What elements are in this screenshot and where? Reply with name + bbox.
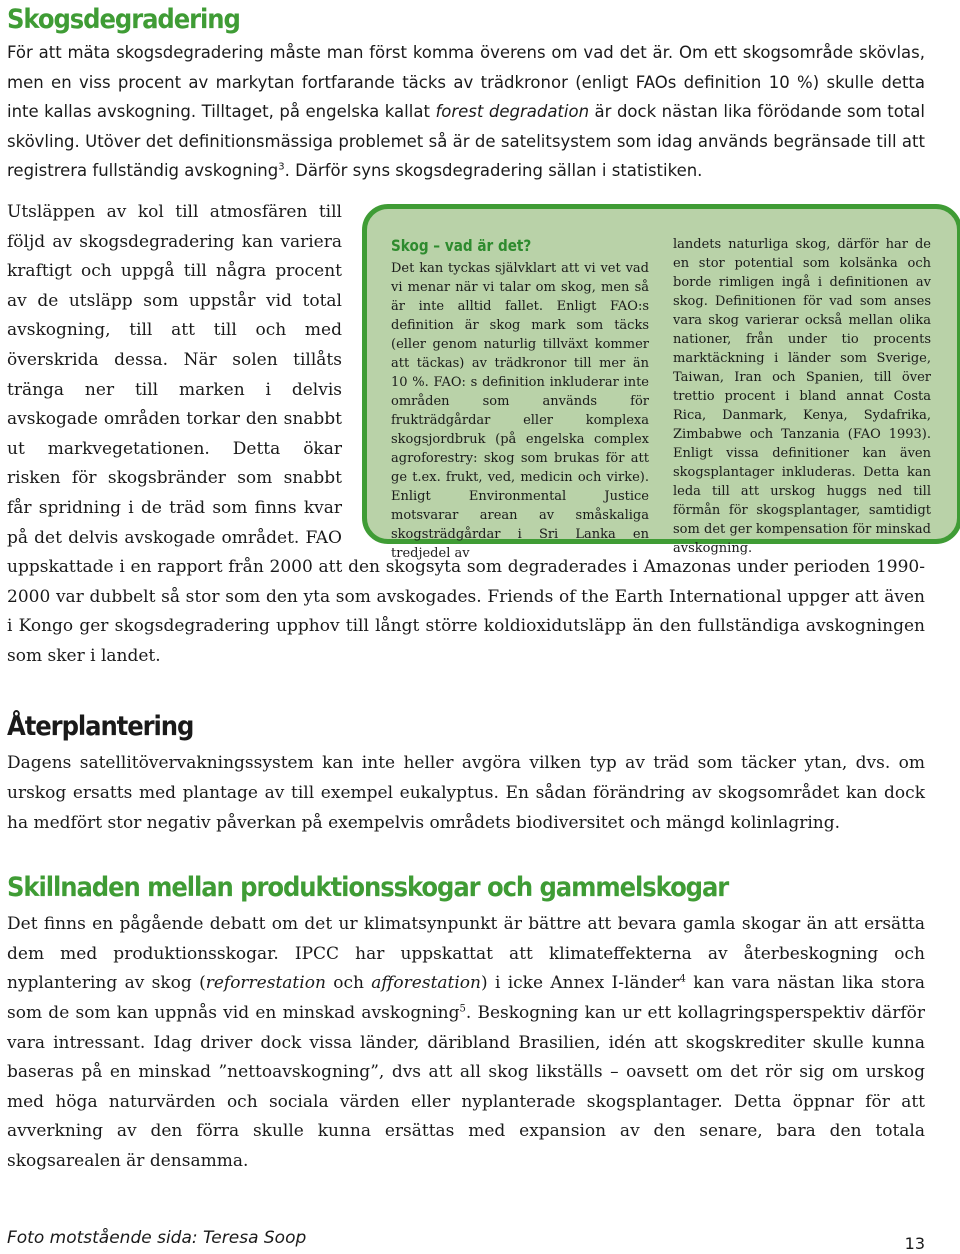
sidebar-column-right <box>673 235 931 556</box>
text-run: För att mäta skogsdegradering måste man först komma överens om vad det är. Om ett skogsområde skövlas, men en viss procent av markytan fortfarande täcks av trädkronor (enligt FAOs definition 10 %) skulle detta inte kallas avskogning. Tilltaget, på engelska kallat <box>7 43 925 122</box>
sidebar-text-left: Det kan tyckas självklart att vi vet vad vi menar när vi talar om skog, men så är inte alltid fallet. Enligt FAO:s definition är skog mark som täcks (eller genom naturlig tillväxt kommer att täckas) av trädkronor till mer än 10 %. FAO: s definition inkluderar inte områden som används för frukträdgårdar eller komplexa skogsjordbruk (på engelska complex agroforestry: skog som brukas för att ge t.ex. frukt, ved, medicin och virke). Enligt Environmental Justice motsvarar arean av småskaliga skogsträdgårdar i Sri Lanka en tredjedel av <box>391 260 649 561</box>
text-run: Det finns en pågående debatt om det ur klimatsynpunkt är bättre att bevara gamla skogar än att ersätta dem med produktionsskogar. IPCC har uppskattat att klimateffekterna av återbeskogning och nyplantering av skog ( <box>7 914 925 994</box>
paragraph-aterplantering: Dagens satellitövervakningssystem kan inte heller avgöra vilken typ av träd som täcker ytan, dvs. om urskog ersatts med plantage av till exempel eukalyptus. En sådan förändring av skogsområdet kan dock ha medfört stor negativ påverkan på exempelvis områdets biodiversitet och mängd kolinlagring. <box>7 753 925 833</box>
text-run: . Därför syns skogsdegradering sällan i statistiken. <box>284 161 703 181</box>
sidebar-column-left <box>391 235 649 561</box>
page-content <box>7 0 931 1177</box>
text-run: . Beskogning kan ur ett kollagringsperspektiv därför vara intressant. Idag driver dock vissa länder, däribland Brasilien, idén att skogskrediter skulle kunna baseras på en minskad ”nettoavskogning”, dvs att all skog likställs – oavsett om det rör sig om urskog med höga naturvärden och sociala värden eller nyplanterade skogsplantager. Detta öppnar för att avverkning av den förra skulle kunna ersättas med expansion av den senare, bara den totala skogsarealen är densamma. <box>7 1003 925 1171</box>
sidebar-text-right: landets naturliga skog, därför har de en stor potential som kolsänka och borde rimligen ingå i definitionen av skog. Definitionen för vad som anses vara skog varierar också mellan olika nationer, från under tio procents marktäckning i länder som Sverige, Taiwan, Iran och Spanien, till över trettio procent i bland annat Costa Rica, Danmark, Kenya, Sydafrika, Zimbabwe och Tanzania (FAO 1993). Enligt vissa definitioner kan även skogsplantager inkluderas. Detta kan leda till att urskog huggs ned till förmån för skogsplantager, samtidigt som det ger kompensation för minskad avskogning. <box>673 236 931 556</box>
sidebar-skog-box <box>362 204 960 561</box>
footnote-ref: 5 <box>459 1003 466 1015</box>
italic-term: reforrestation <box>205 973 326 994</box>
heading-aterplantering: Återplantering <box>7 711 194 743</box>
paragraph-utslappen-text: Utsläppen av kol till atmosfären till följd av skogsdegradering kan variera kraftigt och uppgå till några procent av de utsläpp som uppstår vid total avskogning, till att till och med överskrida dessa. När solen tillåts tränga ner till marken i delvis avskogade områden torkar den snabbt ut markvegetationen. Detta ökar risken för skogsbränder som snabbt får spridning i de träd som finns kvar på det delvis avskogade området. FAO uppskattade i en rapport från 2000 att den skogsyta som degraderades i Amazonas under perioden 1990-2000 var dubbelt så stor som den yta som avskogades. Friends of the Earth International uppger att även i Kongo ger skogsdegradering upphov till långt större koldioxidutsläpp än den fullständiga avskogningen som sker i landet. <box>7 201 925 666</box>
text-run: och <box>325 973 372 994</box>
footnote-ref: 3 <box>278 161 285 173</box>
italic-term: afforestation <box>371 973 481 994</box>
heading-skogsdegradering: Skogsdegradering <box>7 4 240 35</box>
paragraph-skillnaden <box>7 910 925 1176</box>
photo-credit: Foto motstående sida: Teresa Soop <box>7 1228 307 1248</box>
sidebar-title: Skog – vad är det? <box>391 235 532 255</box>
heading-skillnaden: Skillnaden mellan produktionsskogar och gammelskogar <box>7 872 729 904</box>
text-run: ) i icke Annex I-länder <box>481 973 680 994</box>
footnote-ref: 4 <box>679 973 686 985</box>
page-number: 13 <box>904 1234 925 1253</box>
italic-term: forest degradation <box>435 102 590 122</box>
text-run: kan vara nästan lika stora som de som kan uppnås vid en minskad avskogning <box>7 973 925 1024</box>
paragraph-skogsdegradering-intro <box>7 38 925 186</box>
text-run: är dock nästan lika förödande som total skövling. Utöver det definitionsmässiga problemet så är de satelitsystem som idag används begränsade till att registrera fullständig avskogning <box>7 102 926 181</box>
paragraph-utslappen <box>7 198 931 672</box>
